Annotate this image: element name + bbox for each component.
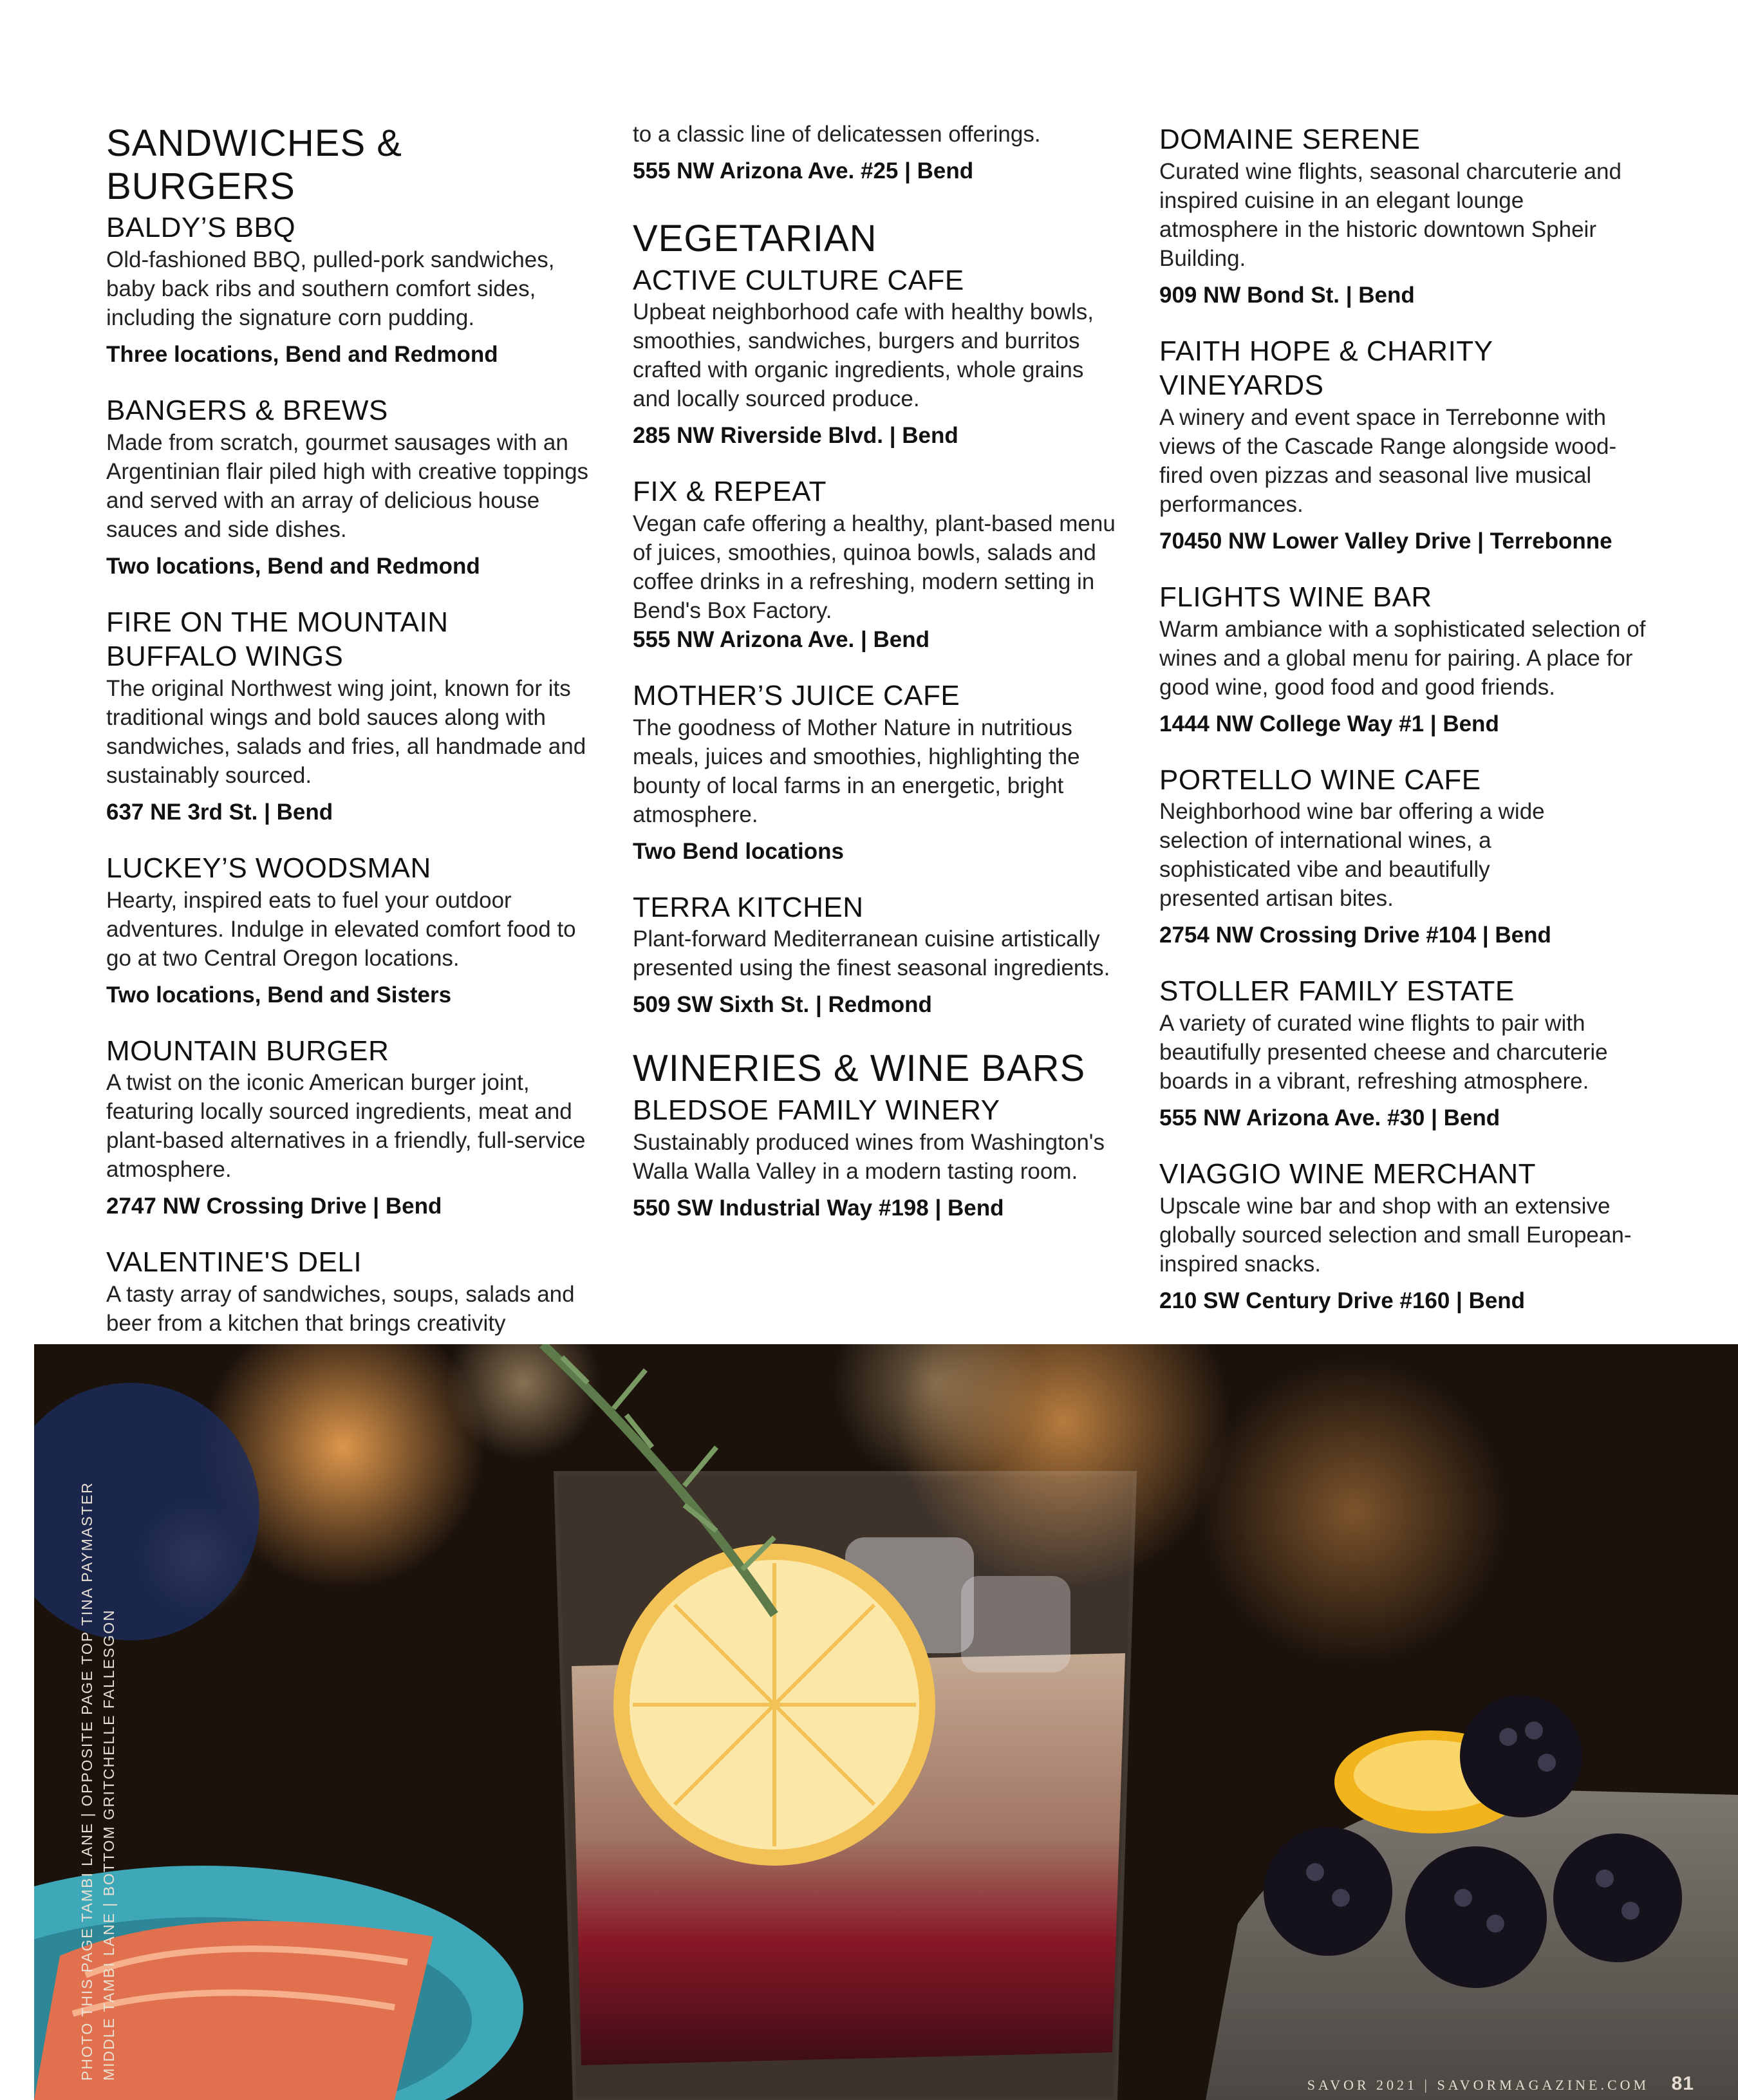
listing-name: TERRA KITCHEN [633, 891, 864, 923]
listing-name: FIRE ON THE MOUNTAIN BUFFALO WINGS [106, 606, 449, 673]
listing-description: The original Northwest wing joint, known for its traditional wings and bold sauces along with sandwiches, salads and fries, all handmade and sustainably sourced. [106, 676, 586, 789]
listing-address: 70450 NW Lower Valley Drive | Terrebonne [1159, 529, 1612, 554]
listing-description: A tasty array of sandwiches, soups, salads and beer from a kitchen that brings creativity [106, 1282, 575, 1336]
listing-description: A twist on the iconic American burger joint, featuring locally sourced ingredients, meat and plant-based alternatives in a friendly, full-service atmosphere. [106, 1070, 586, 1183]
listing-address: 555 NW Arizona Ave. #25 | Bend [633, 158, 974, 183]
listing-description: Neighborhood wine bar offering a wide selection of international wines, a sophisticated vibe and beautifully presented artisan bites. [1159, 799, 1545, 912]
listing-address: 550 SW Industrial Way #198 | Bend [633, 1195, 1004, 1221]
listing-valentines-deli [106, 1245, 595, 1338]
listing-name: LUCKEY’S WOODSMAN [106, 852, 431, 885]
section-title-wineries: WINERIES & WINE BARS [633, 1047, 1086, 1090]
listing-description: Sustainably produced wines from Washington's Walla Walla Valley in a modern tasting room. [633, 1129, 1105, 1184]
photo-credit-line-2: MIDDLE TAMBI LANE | BOTTOM GRITCHELLE FALLESGON [100, 1609, 117, 2081]
listing-address: 285 NW Riverside Blvd. | Bend [633, 423, 958, 449]
listing-name: DOMAINE SERENE [1159, 124, 1421, 155]
cocktail-photo [34, 1344, 1738, 2100]
listing-bledsoe-family-winery [633, 1093, 1122, 1223]
cocktail-photo-illustration [34, 1344, 1738, 2100]
listing-address: Two Bend locations [633, 838, 844, 864]
column-middle [633, 120, 1122, 1247]
listing-name: VIAGGIO WINE MERCHANT [1159, 1158, 1536, 1190]
listing-description: Upbeat neighborhood cafe with healthy bowls, smoothies, sandwiches, burgers and burritos crafted with organic ingredients, whole grains and locally sourced produce. [633, 299, 1094, 412]
listing-description: Curated wine flights, seasonal charcuterie and inspired cuisine in an elegant lounge atmosphere in the historic downtown Spheir Building. [1159, 158, 1621, 271]
listing-address: Two locations, Bend and Sisters [106, 982, 452, 1008]
listing-bangers-brews [106, 393, 595, 581]
footer-separator: | [1424, 2077, 1437, 2093]
listing-address: Three locations, Bend and Redmond [106, 342, 498, 368]
listing-fix-and-repeat [633, 474, 1122, 654]
footer-magazine: SAVOR 2021 [1307, 2077, 1418, 2093]
page-footer [1295, 2073, 1694, 2095]
listing-description: A variety of curated wine flights to pair with beautifully presented cheese and charcuterie boards in a vibrant, refreshing atmosphere. [1159, 1011, 1608, 1094]
listing-luckeys-woodsman [106, 851, 595, 1009]
listing-address: 509 SW Sixth St. | Redmond [633, 992, 932, 1018]
listing-description: A winery and event space in Terrebonne with views of the Cascade Range alongside wood-fired oven pizzas and seasonal live musical performances. [1159, 405, 1617, 518]
listing-address: 210 SW Century Drive #160 | Bend [1159, 1288, 1526, 1313]
listing-portello-wine-cafe [1159, 763, 1649, 950]
listing-description: Plant-forward Mediterranean cuisine artistically presented using the finest seasonal ingredients. [633, 926, 1110, 981]
listing-address: 637 NE 3rd St. | Bend [106, 800, 333, 825]
listing-fire-on-the-mountain [106, 605, 595, 827]
photo-credit-line-1: PHOTO THIS PAGE TAMBI LANE | OPPOSITE PAGE TOP TINA PAYMASTER [79, 1481, 95, 2081]
listing-name: PORTELLO WINE CAFE [1159, 764, 1481, 796]
listing-viaggio-wine-merchant [1159, 1157, 1649, 1315]
listing-stoller-family-estate [1159, 974, 1649, 1132]
listing-flights-wine-bar [1159, 580, 1649, 738]
listing-description: The goodness of Mother Nature in nutritious meals, juices and smoothies, highlighting the bounty of local farms in an energetic, bright atmosphere. [633, 715, 1080, 827]
section-title-vegetarian: VEGETARIAN [633, 218, 877, 259]
listing-name: ACTIVE CULTURE CAFE [633, 264, 964, 296]
section-title-sandwiches: SANDWICHES & BURGERS [106, 122, 402, 207]
listing-name: FAITH HOPE & CHARITY VINEYARDS [1159, 335, 1493, 402]
listing-name: FIX & REPEAT [633, 476, 827, 508]
listing-name: BALDY’S BBQ [106, 212, 296, 244]
listing-name: MOUNTAIN BURGER [106, 1035, 389, 1067]
listing-address: 1444 NW College Way #1 | Bend [1159, 711, 1499, 736]
listing-description: Old-fashioned BBQ, pulled-pork sandwiches, baby back ribs and southern comfort sides, including the signature corn pudding. [106, 247, 555, 331]
listing-description: Vegan cafe offering a healthy, plant-based menu of juices, smoothies, quinoa bowls, salads and coffee drinks in a refreshing, modern setting in Bend's Box Factory. [633, 511, 1116, 624]
listing-address: 555 NW Arizona Ave. #30 | Bend [1159, 1105, 1500, 1131]
page-number: 81 [1671, 2073, 1694, 2094]
listing-mountain-burger [106, 1034, 595, 1221]
listing-name: VALENTINE'S DELI [106, 1246, 362, 1279]
column-right [1159, 122, 1649, 1340]
listing-address: 2754 NW Crossing Drive #104 | Bend [1159, 923, 1551, 948]
footer-website: SAVORMAGAZINE.COM [1437, 2077, 1650, 2093]
listing-name: BANGERS & BREWS [106, 395, 388, 427]
listing-mothers-juice-cafe [633, 679, 1122, 866]
listing-address: 2747 NW Crossing Drive | Bend [106, 1194, 442, 1219]
listing-description: Warm ambiance with a sophisticated selection of wines and a global menu for pairing. A place for good wine, good food and good friends. [1159, 616, 1646, 700]
listing-continuation: to a classic line of delicatessen offerings. [633, 122, 1041, 147]
listing-description: Upscale wine bar and shop with an extensive globally sourced selection and small European-inspired snacks. [1159, 1193, 1632, 1277]
listing-description: Hearty, inspired eats to fuel your outdoor adventures. Indulge in elevated comfort food to go at two Central Oregon locations. [106, 887, 576, 971]
listing-faith-hope-charity [1159, 334, 1649, 556]
column-left [106, 122, 595, 1362]
listing-name: BLEDSOE FAMILY WINERY [633, 1094, 1000, 1127]
listing-name: FLIGHTS WINE BAR [1159, 581, 1432, 614]
listing-name: MOTHER’S JUICE CAFE [633, 680, 960, 712]
listing-baldys-bbq [106, 211, 595, 369]
listing-terra-kitchen [633, 890, 1122, 1020]
listing-address: 909 NW Bond St. | Bend [1159, 282, 1415, 308]
listing-description: Made from scratch, gourmet sausages with an Argentinian flair piled high with creative toppings and served with an array of delicious house sauces and side dishes. [106, 429, 589, 542]
listing-address: Two locations, Bend and Redmond [106, 553, 480, 579]
listing-address: 555 NW Arizona Ave. | Bend [633, 627, 930, 653]
photo-credit [76, 1373, 120, 2081]
listing-name: STOLLER FAMILY ESTATE [1159, 975, 1515, 1008]
listing-active-culture-cafe [633, 263, 1122, 451]
listing-domaine-serene [1159, 122, 1649, 310]
